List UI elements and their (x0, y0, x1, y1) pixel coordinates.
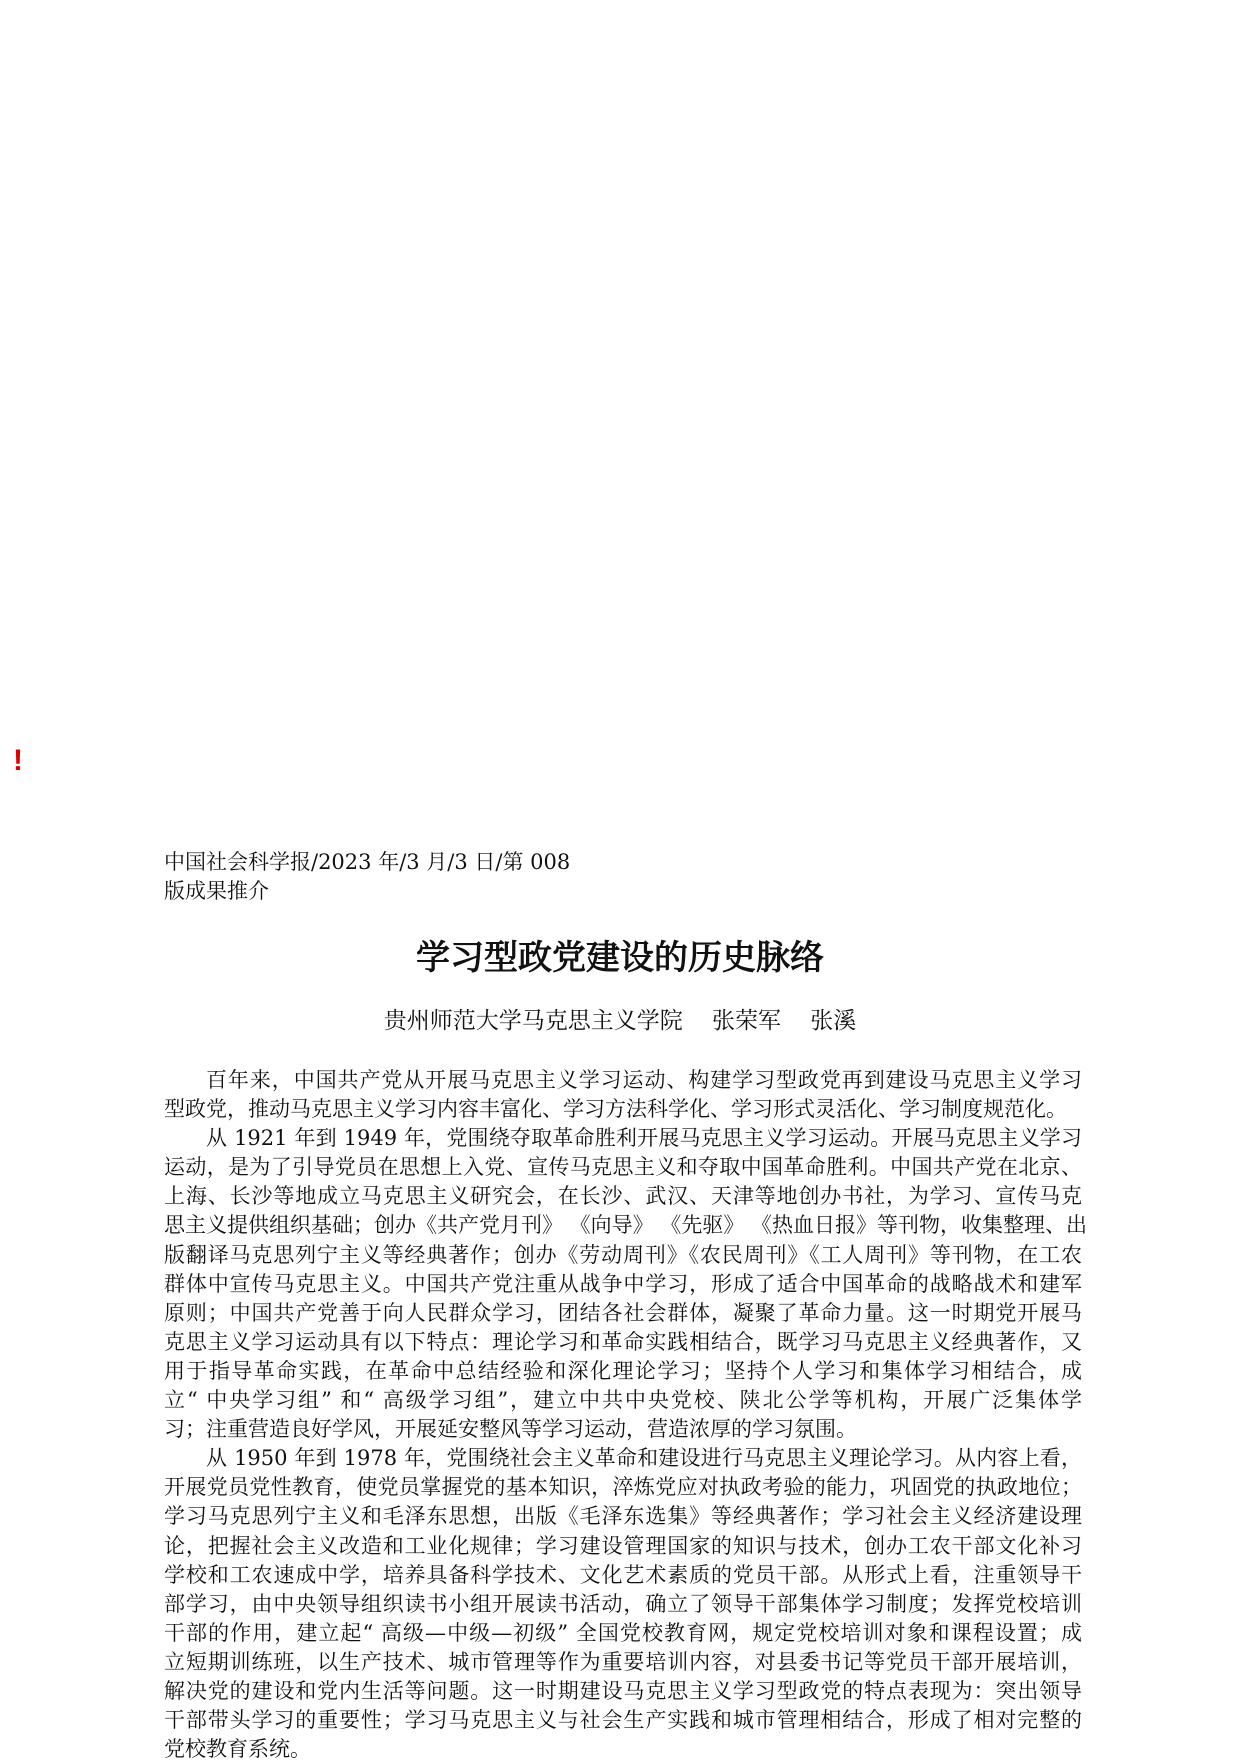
paragraph (164, 1124, 1088, 1444)
paragraph (164, 1066, 1082, 1124)
text-line: 思主义提供组织基础；创办《共产党月刊》 《向导》 《先驱》 《热血日报》等刊物，收集整理、出 (164, 1213, 1088, 1238)
source-citation (164, 848, 604, 906)
text-line: 解决党的建设和党内生活等问题。这一时期建设马克思主义学习型政党的特点表现为：突出领导 (164, 1678, 1082, 1703)
text-line: 从 1921 年到 1949 年，党围绕夺取革命胜利开展马克思主义学习运动。开展马克思主义学习 (206, 1126, 1082, 1151)
text-line: 立“ 中央学习组” 和“ 高级学习组”，建立中共中央党校、陕北公学等机构，开展广泛集体学 (164, 1388, 1082, 1413)
text-line: 型政党，推动马克思主义学习内容丰富化、学习方法科学化、学习形式灵活化、学习制度规范化。 (164, 1097, 1067, 1122)
text-line: 百年来，中国共产党从开展马克思主义学习运动、构建学习型政党再到建设马克思主义学习 (206, 1068, 1082, 1092)
text-line: 克思主义学习运动具有以下特点：理论学习和革命实践相结合，既学习马克思主义经典著作，又 (164, 1329, 1082, 1354)
text-line: 党校教育系统。 (164, 1737, 311, 1762)
text-line: 干部带头学习的重要性；学习马克思主义与社会生产实践和城市管理相结合，形成了相对完整的 (164, 1708, 1082, 1733)
text-line: 立短期训练班，以生产技术、城市管理等作为重要培训内容，对县委书记等党员干部开展培训， (164, 1649, 1082, 1674)
article-body (164, 1066, 1088, 1764)
text-line: 开展党员党性教育，使党员掌握党的基本知识，淬炼党应对执政考验的能力，巩固党的执政地位； (164, 1475, 1082, 1500)
text-line: 版翻译马克思列宁主义等经典著作；创办《劳动周刊》《农民周刊》《工人周刊》等刊物，在工农 (164, 1242, 1082, 1267)
text-line: 上海、长沙等地成立马克思主义研究会，在长沙、武汉、天津等地创办书社，为学习、宣传马克 (164, 1184, 1082, 1209)
text-line: 从 1950 年到 1978 年，党围绕社会主义革命和建设进行马克思主义理论学习。从内容上看， (206, 1446, 1082, 1471)
source-line-2: 版成果推介 (164, 879, 269, 903)
text-line: 原则；中国共产党善于向人民群众学习，团结各社会群体，凝聚了革命力量。这一时期党开展马 (164, 1300, 1082, 1325)
text-line: 群体中宣传马克思主义。中国共产党注重从战争中学习，形成了适合中国革命的战略战术和建军 (164, 1271, 1082, 1296)
red-exclamation-mark: ! (13, 744, 23, 777)
text-line: 学习马克思列宁主义和毛泽东思想，出版《毛泽东选集》等经典著作；学习社会主义经济建设理 (164, 1504, 1082, 1529)
text-line: 部学习，由中央领导组织读书小组开展读书活动，确立了领导干部集体学习制度；发挥党校培训 (164, 1591, 1082, 1616)
text-line: 运动，是为了引导党员在思想上入党、宣传马克思主义和夺取中国革命胜利。中国共产党在北京、 (164, 1155, 1082, 1180)
text-line: 用于指导革命实践，在革命中总结经验和深化理论学习；坚持个人学习和集体学习相结合，成 (164, 1358, 1082, 1383)
text-line: 学校和工农速成中学，培养具备科学技术、文化艺术素质的党员干部。从形式上看，注重领导干 (164, 1562, 1082, 1587)
text-line: 论，把握社会主义改造和工业化规律；学习建设管理国家的知识与技术，创办工农干部文化补习 (164, 1533, 1082, 1558)
source-line-1: 中国社会科学报/2023 年/3 月/3 日/第 008 (164, 850, 571, 874)
text-line: 干部的作用，建立起“ 高级—中级—初级” 全国党校教育网，规定党校培训对象和课程设置；成 (164, 1620, 1082, 1645)
author-byline: 贵州师范大学马克思主义学院 张荣军 张溪 (383, 1008, 857, 1034)
article-title: 学习型政党建设的历史脉络 (416, 938, 824, 978)
text-line: 习；注重营造良好学风，开展延安整风等学习运动，营造浓厚的学习氛围。 (164, 1417, 857, 1442)
paragraph (164, 1444, 1082, 1764)
